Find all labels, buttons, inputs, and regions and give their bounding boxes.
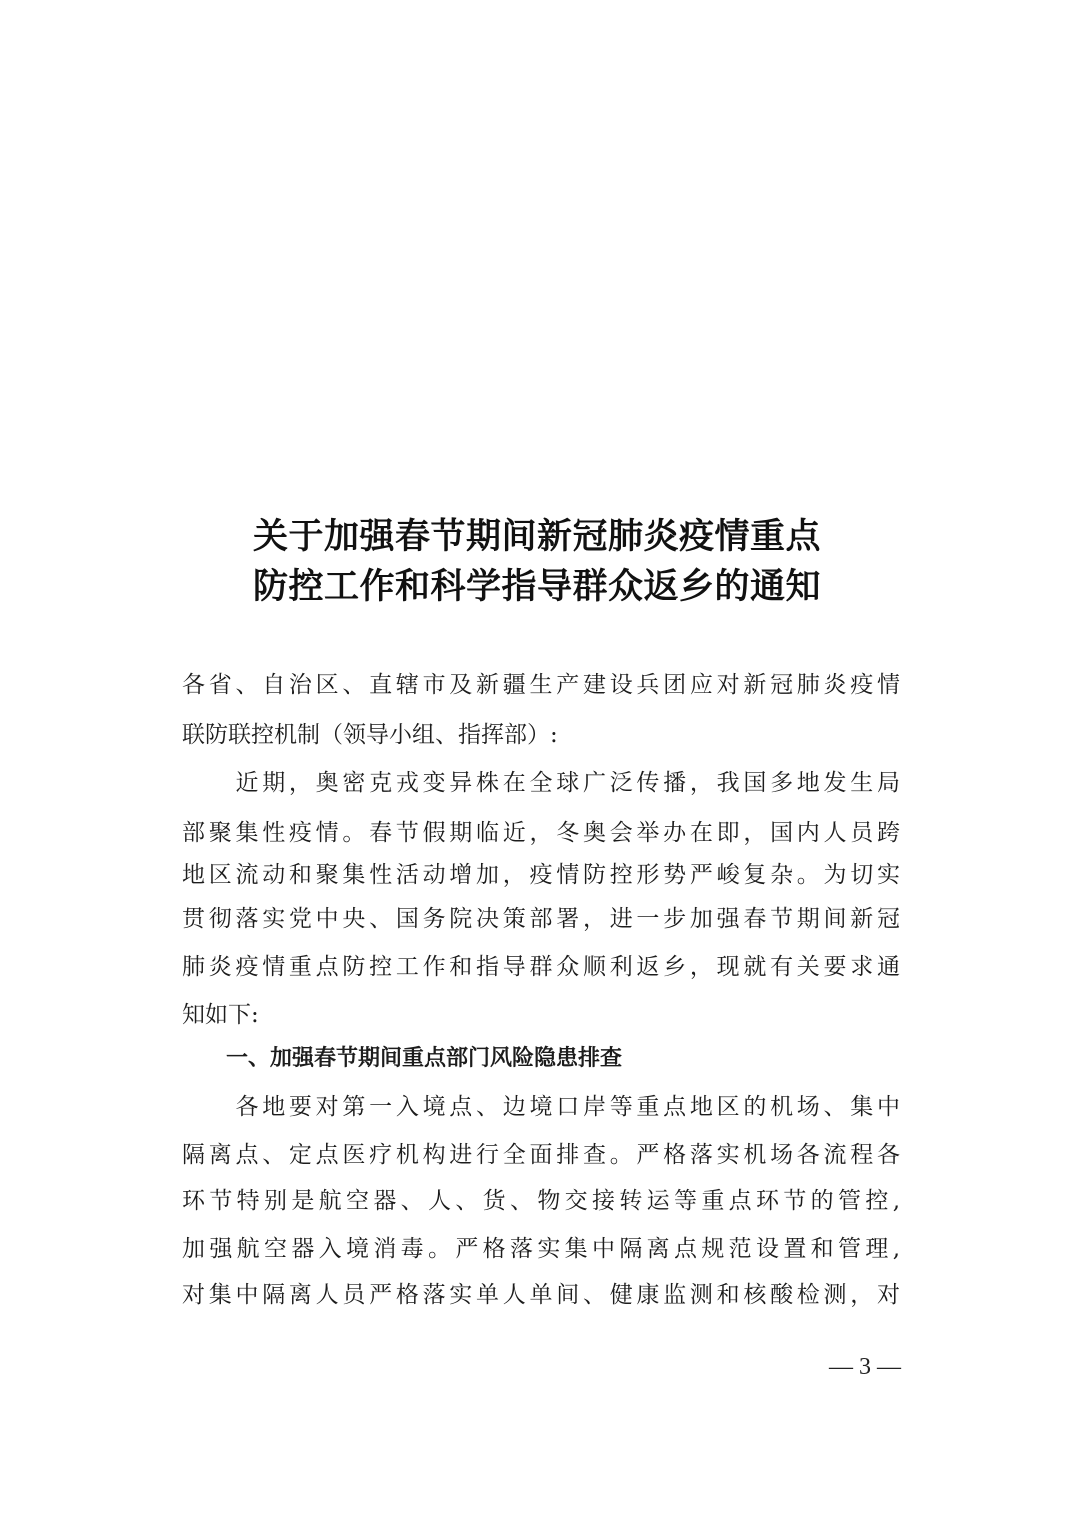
document-title-line-1: 关于加强春节期间新冠肺炎疫情重点 [252,517,821,557]
body-paragraph-2-line-2: 隔离点、定点医疗机构进行全面排查。严格落实机场各流程各 [182,1142,900,1168]
body-paragraph-2-line-3: 环节特别是航空器、人、货、物交接转运等重点环节的管控, [182,1188,900,1214]
body-paragraph-2-line-1: 各地要对第一入境点、边境口岸等重点地区的机场、集中 [182,1094,900,1120]
body-paragraph-1-line-2: 部聚集性疫情。春节假期临近，冬奥会举办在即，国内人员跨 [182,820,900,846]
body-paragraph-2-line-4: 加强航空器入境消毒。严格落实集中隔离点规范设置和管理, [182,1236,900,1262]
body-paragraph-1-line-4: 贯彻落实党中央、国务院决策部署，进一步加强春节期间新冠 [182,906,900,932]
addressee-line-1: 各省、自治区、直辖市及新疆生产建设兵团应对新冠肺炎疫情 [182,672,900,698]
addressee-line-2: 联防联控机制（领导小组、指挥部）: [182,722,558,748]
section-heading-1: 一、加强春节期间重点部门风险隐患排查 [182,1046,623,1071]
document-title-line-2: 防控工作和科学指导群众返乡的通知 [252,567,821,607]
body-paragraph-2-line-5: 对集中隔离人员严格落实单人单间、健康监测和核酸检测，对 [182,1282,900,1308]
page-number: — 3 — [829,1354,901,1380]
body-paragraph-1-line-1: 近期，奥密克戎变异株在全球广泛传播，我国多地发生局 [182,770,900,796]
body-paragraph-1-line-3: 地区流动和聚集性活动增加，疫情防控形势严峻复杂。为切实 [182,862,900,888]
body-paragraph-1-line-6: 知如下: [182,1002,259,1028]
body-paragraph-1-line-5: 肺炎疫情重点防控工作和指导群众顺利返乡，现就有关要求通 [182,954,900,980]
